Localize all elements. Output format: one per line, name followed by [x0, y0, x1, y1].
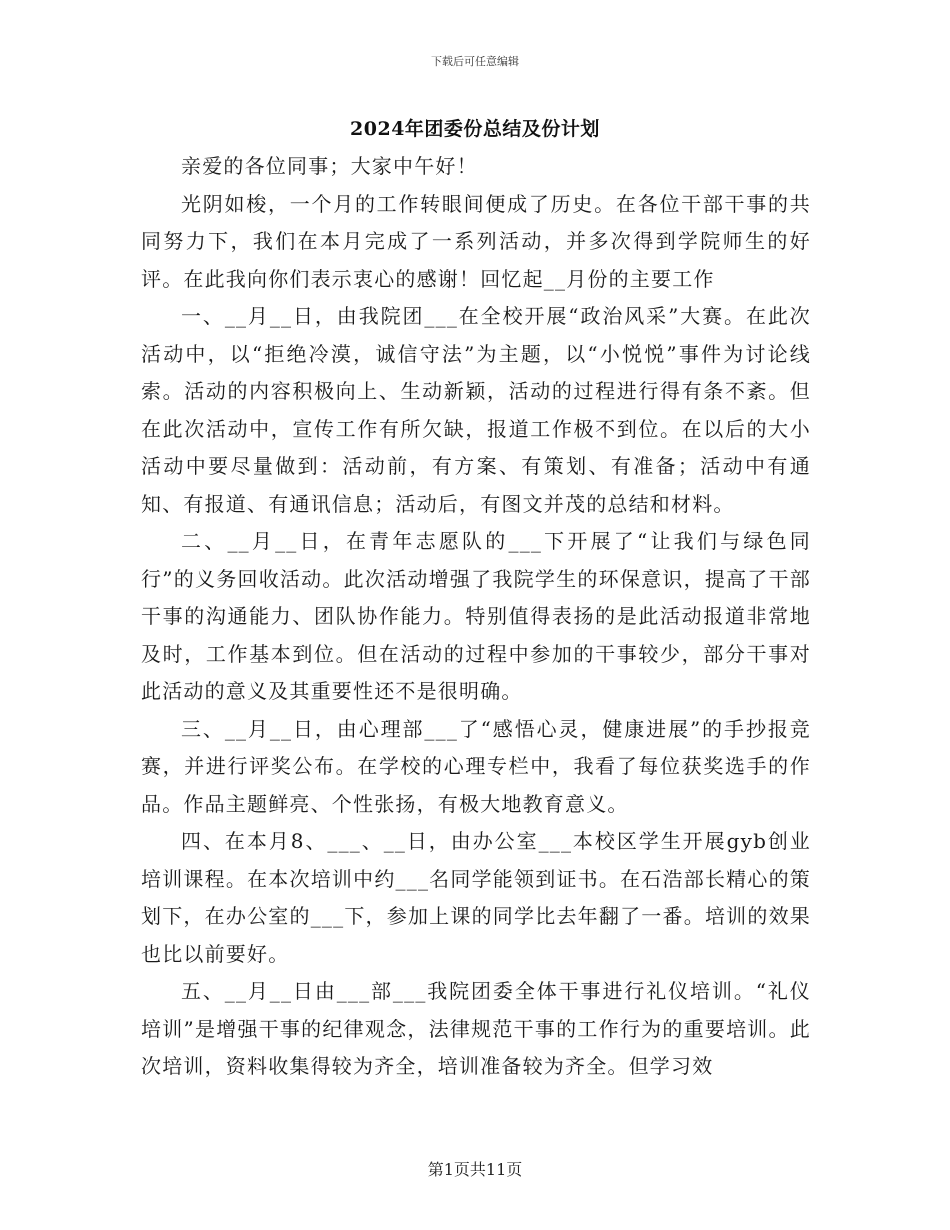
paragraph-item-3: 三、__月__日，由心理部___了“感悟心灵，健康进展”的手抄报竞赛，并进行评奖公布。在学校的心理专栏中，我看了每位获奖选手的作品。作品主题鲜亮、个性张扬，有极大地教育意义。 [141, 716, 811, 816]
page-number: 第1页共11页 [427, 1160, 523, 1179]
paragraph-greeting: 亲爱的各位同事；大家中午好！ [181, 154, 478, 178]
paragraph-item-5: 五、__月__日由___部___我院团委全体干事进行礼仪培训。“礼仪培训”是增强干事的纪律观念，法律规范干事的工作行为的重要培训。此次培训，资料收集得较为齐全，培训准备较为齐全。但学习效 [141, 979, 811, 1078]
document-title: 2024年团委份总结及份计划 [350, 118, 600, 140]
paragraph-item-4: 四、在本月8、___、__日，由办公室___本校区学生开展gyb创业培训课程。在本次培训中约___名同学能领到证书。在石浩部长精心的策划下，在办公室的___下，参加上课的同学比去年翻了一番。培训的效果也比以前要好。 [141, 829, 811, 966]
document-body [141, 148, 811, 1086]
paragraph-item-2: 二、__月__日，在青年志愿队的___下开展了“让我们与绿色同行”的义务回收活动。此次活动增强了我院学生的环保意识，提高了干部干事的沟通能力、团队协作能力。特别值得表扬的是此活动报道非常地及时，工作基本到位。但在活动的过程中参加的干事较少，部分干事对此活动的意义及其重要性还不是很明确。 [141, 529, 811, 703]
paragraph-intro: 光阴如梭，一个月的工作转眼间便成了历史。在各位干部干事的共同努力下，我们在本月完成了一系列活动，并多次得到学院师生的好评。在此我向你们表示衷心的感谢！回忆起__月份的主要工作 [141, 191, 811, 291]
page-header-note: 下载后可任意编辑 [431, 55, 519, 68]
paragraph-item-1: 一、__月__日，由我院团___在全校开展“政治风采”大赛。在此次活动中，以“拒绝冷漠，诚信守法”为主题，以“小悦悦”事件为讨论线索。活动的内容积极向上、生动新颖，活动的过程进行得有条不紊。但在此次活动中，宣传工作有所欠缺，报道工作极不到位。在以后的大小活动中要尽量做到：活动前，有方案、有策划、有准备；活动中有通知、有报道、有通讯信息；活动后，有图文并茂的总结和材料。 [141, 304, 811, 516]
